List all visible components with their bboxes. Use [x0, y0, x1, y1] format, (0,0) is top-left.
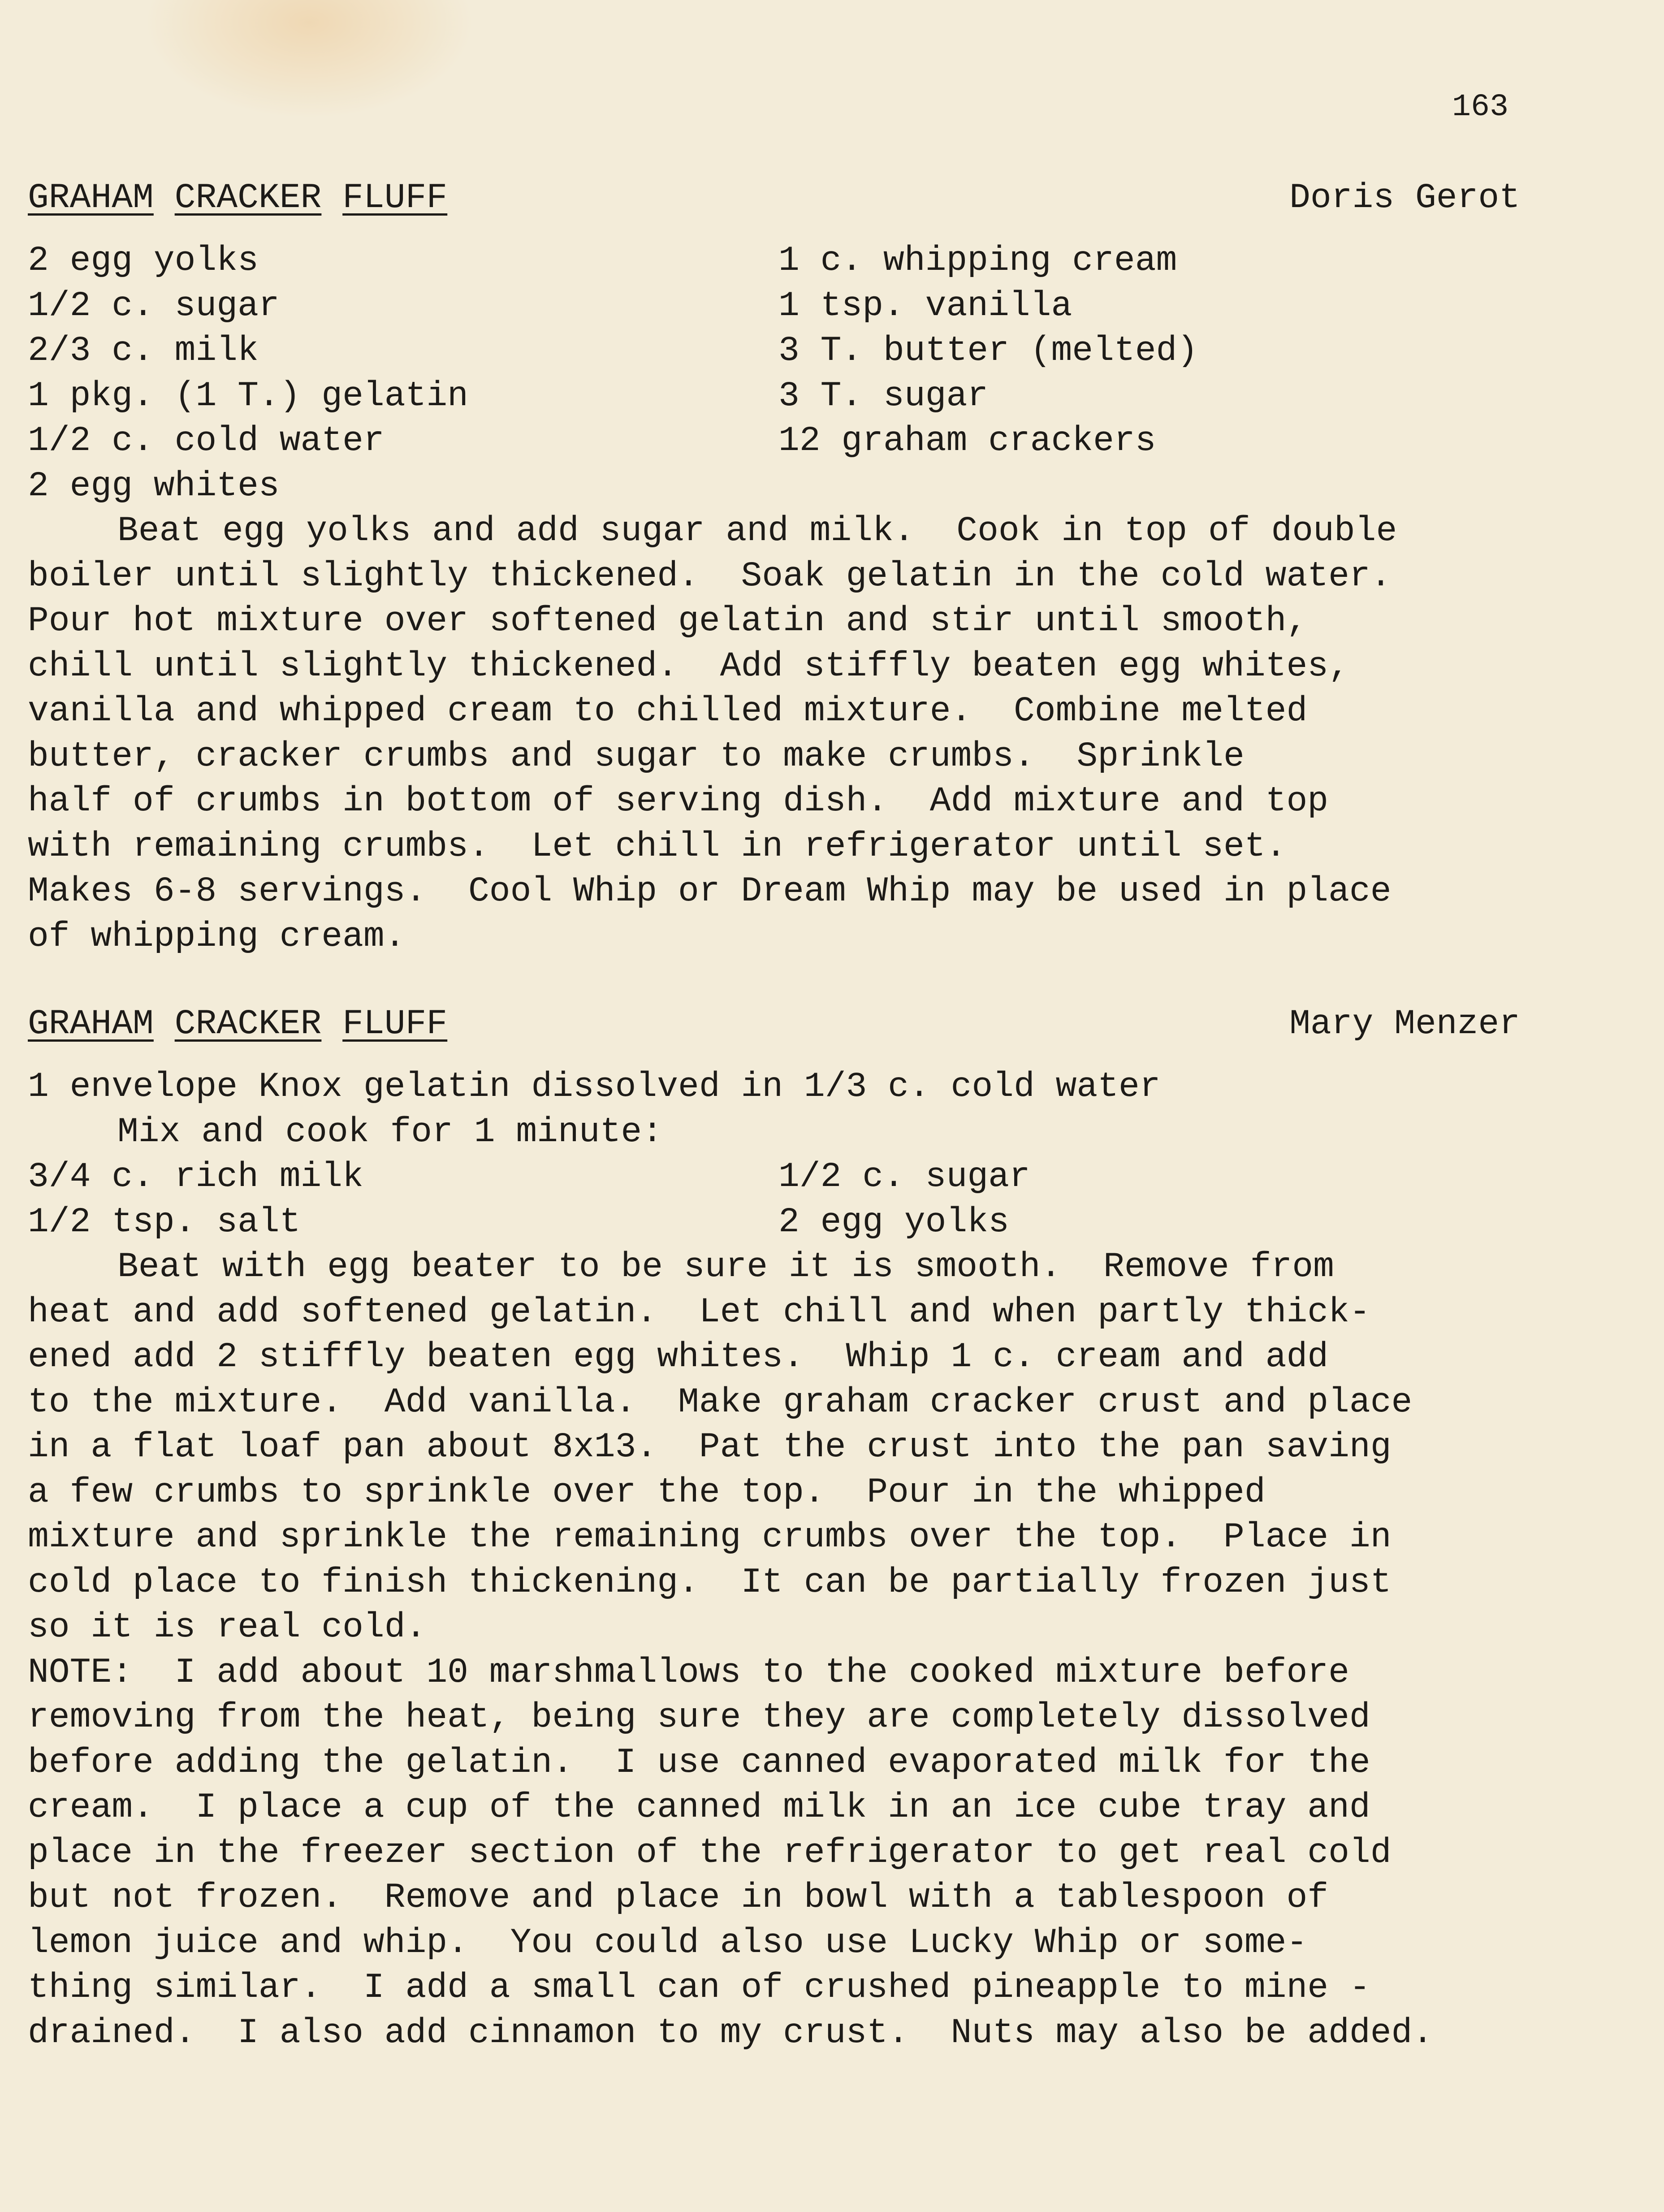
ingredient: 1 pkg. (1 T.) gelatin [28, 376, 468, 416]
ingredient: 3 T. sugar [778, 376, 989, 416]
intro-line: Mix and cook for 1 minute: [117, 1112, 663, 1152]
direction-line: cold place to finish thickening. It can be partially frozen just [28, 1563, 1392, 1602]
direction-line: Beat egg yolks and add sugar and milk. Cook in top of double [117, 511, 1397, 551]
recipe-header [28, 1002, 1520, 1047]
recipe-graham-cracker-fluff-menzer [28, 1002, 1520, 2056]
note-line: cream. I place a cup of the canned milk in an ice cube tray and [28, 1788, 1370, 1827]
title-word: FLUFF [342, 1004, 448, 1044]
title-word: CRACKER [174, 1004, 322, 1044]
ingredient-row [28, 1200, 1520, 1245]
ingredient: 1 tsp. vanilla [778, 286, 1072, 326]
ingredient-row [28, 419, 1520, 464]
recipe-author: Mary Menzer [1289, 1004, 1520, 1044]
recipe-title [28, 1002, 447, 1047]
title-word: GRAHAM [28, 178, 154, 218]
ingredient: 2 egg whites [28, 466, 280, 506]
recipe-directions [28, 1245, 1520, 1650]
direction-line: mixture and sprinkle the remaining crumbs over the top. Place in [28, 1518, 1392, 1557]
ingredient-row [28, 374, 1520, 419]
direction-line: chill until slightly thickened. Add stiffly beaten egg whites, [28, 646, 1349, 686]
note-line: lemon juice and whip. You could also use Lucky Whip or some- [28, 1923, 1308, 1963]
recipe-header [28, 176, 1520, 221]
ingredient-list [28, 238, 1520, 509]
ingredient: 2 egg yolks [778, 1202, 1009, 1242]
recipe-note [28, 1650, 1520, 2056]
recipe-intro [28, 1065, 1520, 1155]
paper-stain [148, 0, 471, 117]
direction-line: heat and add softened gelatin. Let chill and when partly thick- [28, 1292, 1370, 1332]
ingredient-row [28, 238, 1520, 284]
ingredient-row [28, 464, 1520, 509]
ingredient-row [28, 1155, 1520, 1200]
ingredient: 1/2 c. sugar [778, 1157, 1030, 1197]
ingredient: 3 T. butter (melted) [778, 331, 1198, 371]
title-word: GRAHAM [28, 1004, 154, 1044]
recipe-graham-cracker-fluff-gerot [28, 176, 1520, 959]
note-line: before adding the gelatin. I use canned evaporated milk for the [28, 1743, 1370, 1783]
direction-line: vanilla and whipped cream to chilled mixture. Combine melted [28, 692, 1308, 731]
note-line: removing from the heat, being sure they are completely dissolved [28, 1698, 1370, 1737]
direction-line: butter, cracker crumbs and sugar to make crumbs. Sprinkle [28, 736, 1245, 776]
recipe-author: Doris Gerot [1289, 178, 1520, 218]
note-line: thing similar. I add a small can of crushed pineapple to mine - [28, 1968, 1370, 2008]
ingredient: 1/2 c. sugar [28, 286, 280, 326]
direction-line: Pour hot mixture over softened gelatin and stir until smooth, [28, 602, 1308, 641]
ingredient: 12 graham crackers [778, 421, 1156, 461]
ingredient-row [28, 284, 1520, 329]
ingredient: 1 c. whipping cream [778, 241, 1177, 281]
note-line: but not frozen. Remove and place in bowl with a tablespoon of [28, 1878, 1329, 1918]
ingredient-list [28, 1155, 1520, 1245]
direction-line: a few crumbs to sprinkle over the top. Pour in the whipped [28, 1472, 1266, 1512]
ingredient: 1/2 tsp. salt [28, 1202, 301, 1242]
direction-line: boiler until slightly thickened. Soak gelatin in the cold water. [28, 556, 1392, 596]
ingredient: 2/3 c. milk [28, 331, 259, 371]
note-line: place in the freezer section of the refrigerator to get real cold [28, 1833, 1392, 1873]
note-line: NOTE: I add about 10 marshmallows to the cooked mixture before [28, 1653, 1349, 1693]
direction-line: to the mixture. Add vanilla. Make graham cracker crust and place [28, 1382, 1413, 1422]
direction-line: half of crumbs in bottom of serving dish. Add mixture and top [28, 782, 1329, 821]
intro-line: 1 envelope Knox gelatin dissolved in 1/3 c. cold water [28, 1067, 1161, 1107]
direction-line: Beat with egg beater to be sure it is smooth. Remove from [117, 1247, 1334, 1287]
title-word: FLUFF [342, 178, 448, 218]
ingredient-row [28, 329, 1520, 374]
direction-line: with remaining crumbs. Let chill in refrigerator until set. [28, 827, 1287, 866]
direction-line: so it is real cold. [28, 1608, 427, 1647]
page-number: 163 [1452, 90, 1509, 125]
ingredient: 2 egg yolks [28, 241, 259, 281]
direction-line: of whipping cream. [28, 917, 406, 957]
ingredient: 1/2 c. cold water [28, 421, 385, 461]
direction-line: ened add 2 stiffly beaten egg whites. Whip 1 c. cream and add [28, 1338, 1329, 1377]
title-word: CRACKER [174, 178, 322, 218]
note-line: drained. I also add cinnamon to my crust. Nuts may also be added. [28, 2013, 1434, 2053]
direction-line: in a flat loaf pan about 8x13. Pat the crust into the pan saving [28, 1428, 1392, 1467]
ingredient: 3/4 c. rich milk [28, 1157, 363, 1197]
recipe-title [28, 176, 447, 221]
direction-line: Makes 6-8 servings. Cool Whip or Dream Whip may be used in place [28, 872, 1392, 911]
recipe-directions [28, 509, 1520, 959]
